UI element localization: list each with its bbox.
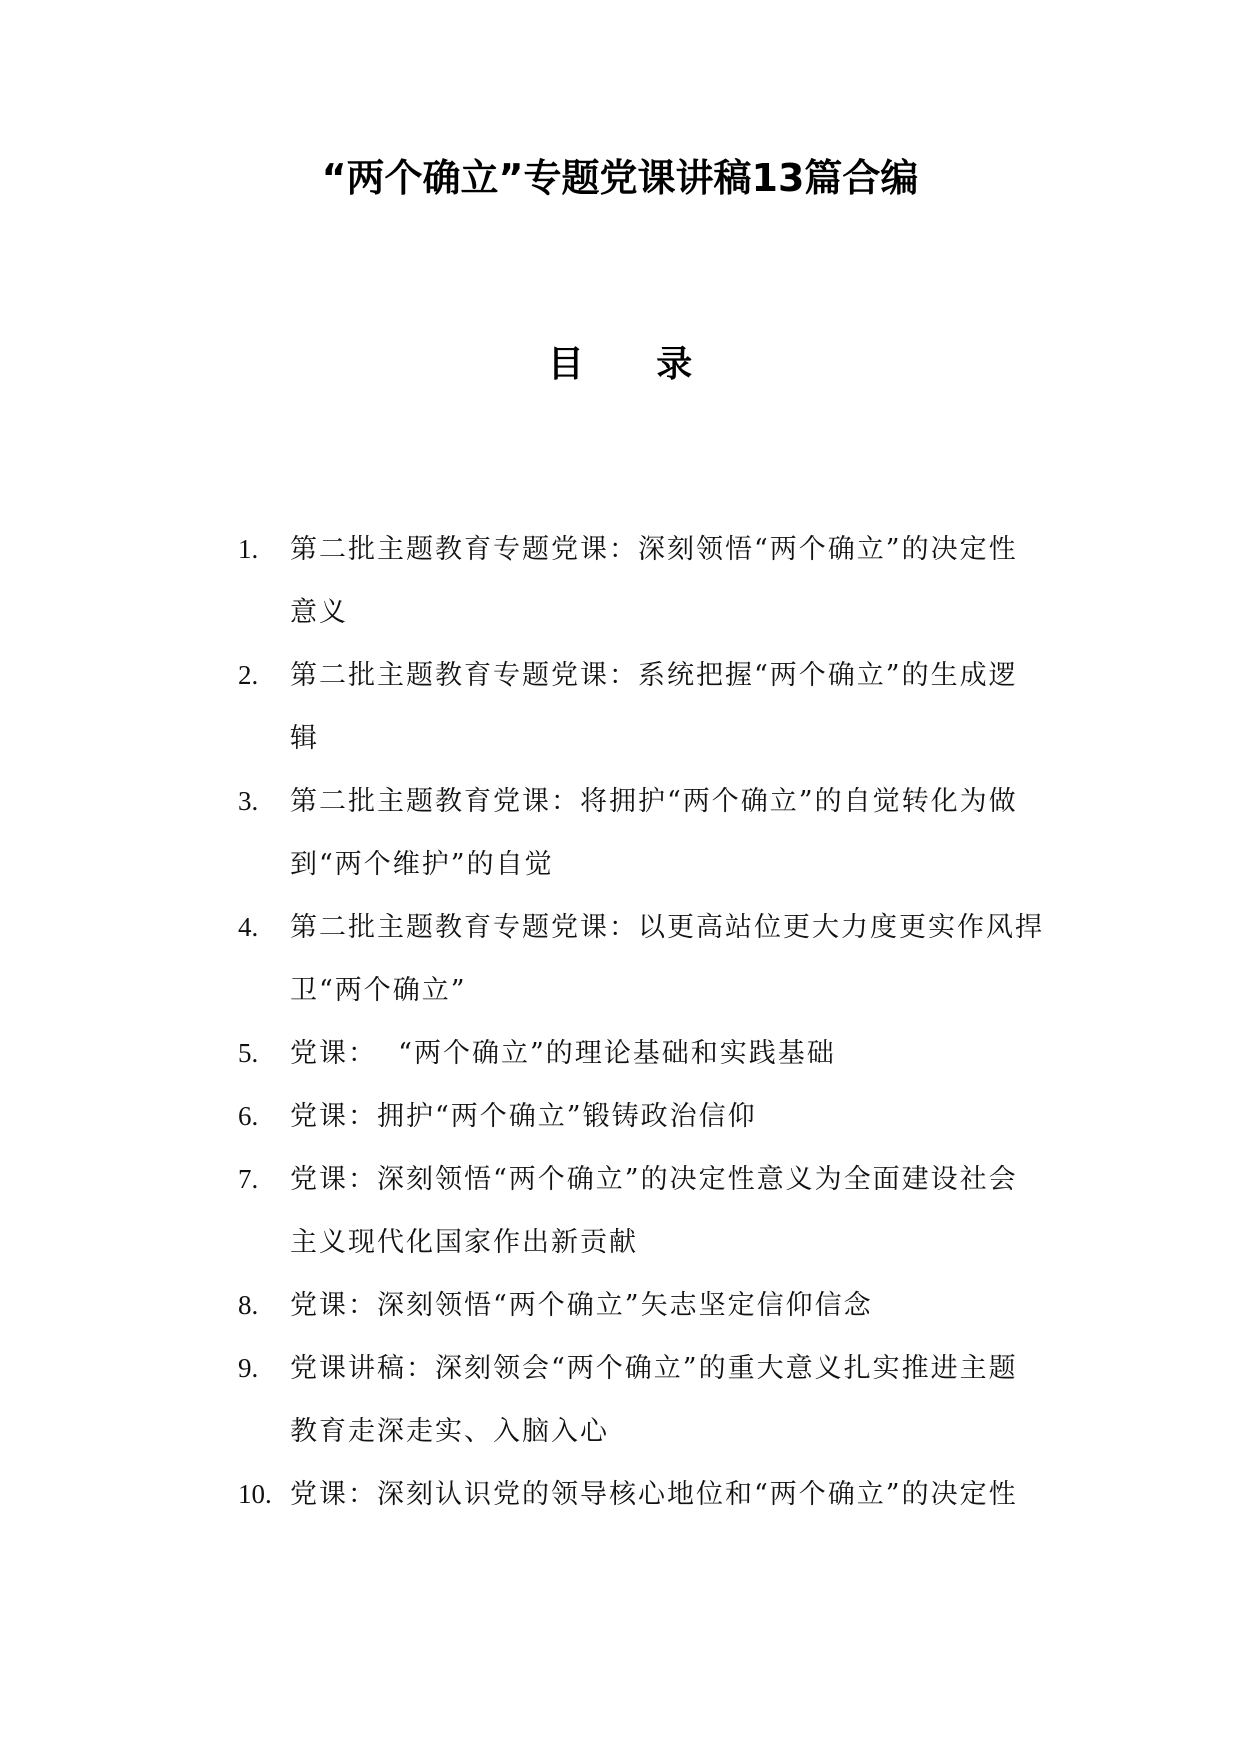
table-of-contents bbox=[238, 518, 1058, 1526]
toc-item-line: 党课：深刻领悟“两个确立”矢志坚定信仰信念 bbox=[290, 1290, 873, 1321]
toc-item-line: 第二批主题教育专题党课：系统把握“两个确立”的生成逻 bbox=[290, 660, 1018, 691]
toc-item-number: 4. bbox=[238, 912, 259, 942]
toc-item[interactable] bbox=[238, 1085, 1058, 1148]
toc-item[interactable] bbox=[238, 1463, 1058, 1526]
document-title: “两个确立”专题党课讲稿13篇合编 bbox=[321, 156, 919, 200]
toc-item[interactable] bbox=[238, 644, 1058, 770]
toc-item-number: 10. bbox=[238, 1479, 272, 1509]
toc-item-number: 2. bbox=[238, 660, 259, 690]
toc-item[interactable] bbox=[238, 1022, 1058, 1085]
toc-item-line: 意义 bbox=[290, 597, 348, 628]
toc-item-number: 7. bbox=[238, 1164, 259, 1194]
toc-item-line: 第二批主题教育专题党课：深刻领悟“两个确立”的决定性 bbox=[290, 534, 1018, 565]
toc-item[interactable] bbox=[238, 1274, 1058, 1337]
toc-item-line: 辑 bbox=[290, 723, 319, 754]
toc-item-line: 第二批主题教育专题党课：以更高站位更大力度更实作风捍 bbox=[290, 912, 1044, 943]
toc-item-number: 8. bbox=[238, 1290, 259, 1320]
toc-item-number: 6. bbox=[238, 1101, 259, 1131]
toc-item[interactable] bbox=[238, 770, 1058, 896]
toc-item-line: 党课讲稿：深刻领会“两个确立”的重大意义扎实推进主题 bbox=[290, 1353, 1018, 1384]
toc-item-number: 9. bbox=[238, 1353, 259, 1383]
toc-item[interactable] bbox=[238, 896, 1058, 1022]
toc-item[interactable] bbox=[238, 518, 1058, 644]
toc-item-line: 党课：深刻认识党的领导核心地位和“两个确立”的决定性 bbox=[290, 1479, 1018, 1510]
toc-item-line: 党课：拥护“两个确立”锻铸政治信仰 bbox=[290, 1101, 757, 1132]
toc-item-line: 教育走深走实、入脑入心 bbox=[290, 1416, 609, 1447]
toc-item-number: 5. bbox=[238, 1038, 259, 1068]
toc-item-line: 卫“两个确立” bbox=[290, 975, 467, 1006]
toc-item-number: 3. bbox=[238, 786, 259, 816]
toc-item[interactable] bbox=[238, 1337, 1058, 1463]
toc-item[interactable] bbox=[238, 1148, 1058, 1274]
toc-item-line: 第二批主题教育党课：将拥护“两个确立”的自觉转化为做 bbox=[290, 786, 1018, 817]
toc-item-line: 党课： “两个确立”的理论基础和实践基础 bbox=[290, 1038, 836, 1069]
toc-item-line: 主义现代化国家作出新贡献 bbox=[290, 1227, 638, 1258]
toc-item-line: 到“两个维护”的自觉 bbox=[290, 849, 554, 880]
toc-heading: 目 录 bbox=[547, 344, 723, 385]
toc-item-number: 1. bbox=[238, 534, 259, 564]
toc-item-line: 党课：深刻领悟“两个确立”的决定性意义为全面建设社会 bbox=[290, 1164, 1018, 1195]
